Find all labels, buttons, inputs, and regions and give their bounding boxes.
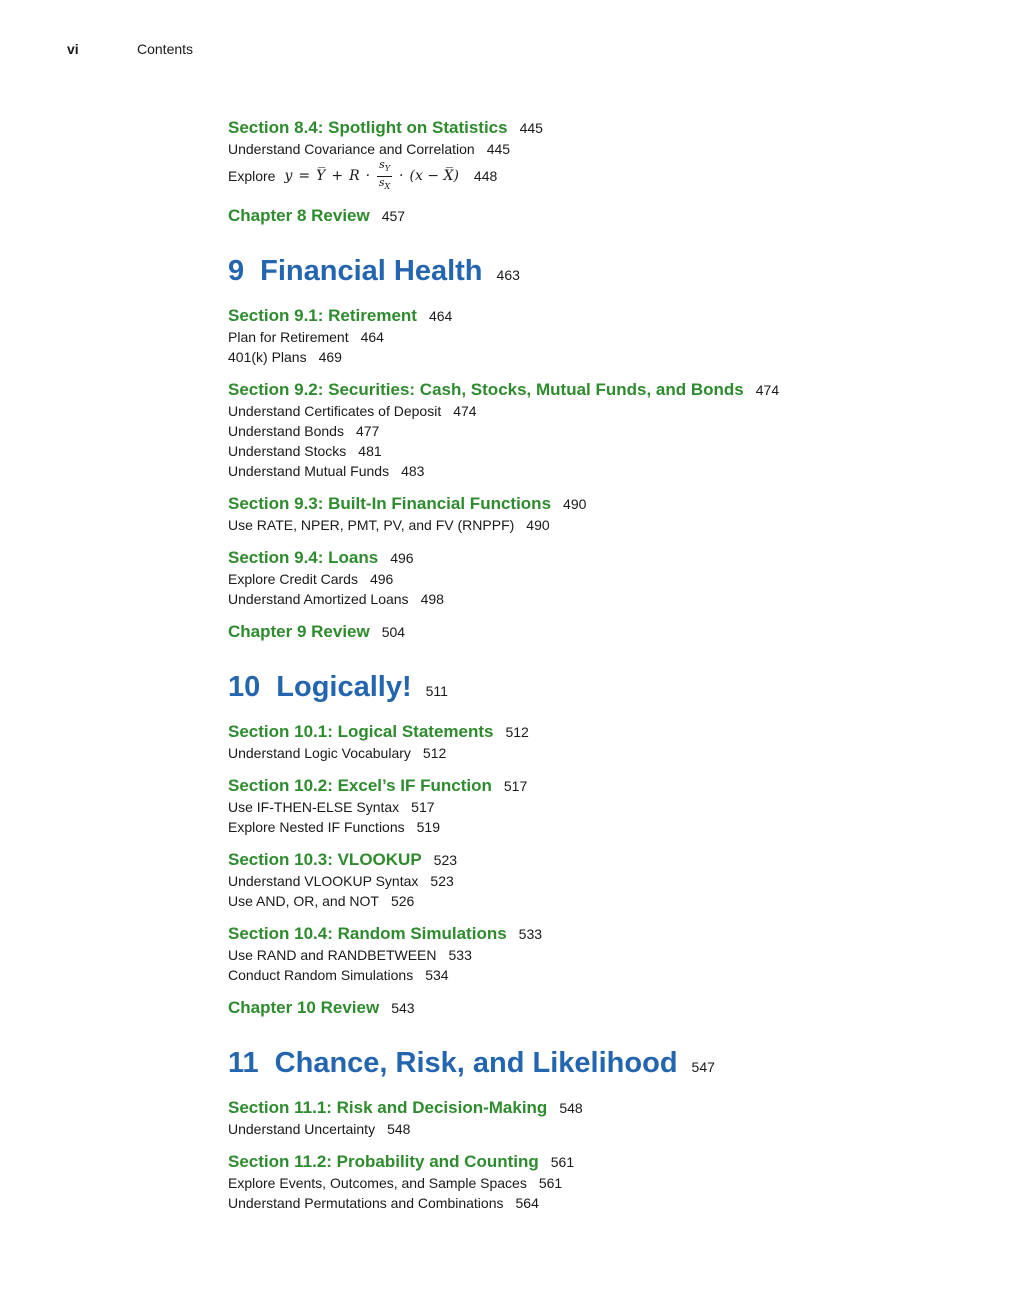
toc-item[interactable] <box>228 441 988 461</box>
page-number: 512 <box>422 745 447 761</box>
section-heading[interactable] <box>228 379 988 401</box>
page-number: 496 <box>390 550 414 566</box>
section-title: Chapter 8 Review <box>228 206 370 225</box>
formula-ybar: Y̅ <box>316 168 326 184</box>
section-heading[interactable] <box>228 117 988 139</box>
toc-item[interactable] <box>228 945 988 965</box>
toc-item[interactable] <box>228 589 988 609</box>
formula-plus: + <box>331 168 344 184</box>
section-title: Section 10.4: Random Simulations <box>228 924 507 943</box>
section-title: Chapter 9 Review <box>228 622 370 641</box>
toc-item[interactable] <box>228 797 988 817</box>
page-number: 463 <box>496 267 520 283</box>
formula-fraction <box>377 159 392 192</box>
page-number: 481 <box>358 443 382 459</box>
toc-item[interactable] <box>228 871 988 891</box>
page-number: 464 <box>428 308 453 324</box>
page-number: 490 <box>526 517 550 533</box>
page-number: 477 <box>355 423 380 439</box>
section-heading[interactable] <box>228 775 988 797</box>
section-title: Section 9.1: Retirement <box>228 306 417 325</box>
item-title: Understand Stocks <box>228 443 347 459</box>
toc-item[interactable] <box>228 817 988 837</box>
section-title: Section 11.1: Risk and Decision-Making <box>228 1098 548 1117</box>
page-number: 469 <box>318 349 342 365</box>
toc-item[interactable] <box>228 139 988 159</box>
page-number: 511 <box>425 683 448 699</box>
item-title: Understand Mutual Funds <box>228 463 390 479</box>
item-title: Use AND, OR, and NOT <box>228 893 379 909</box>
section-title: Section 8.4: Spotlight on Statistics <box>228 118 508 137</box>
item-title: Explore Nested IF Functions <box>228 819 405 835</box>
toc-item[interactable] <box>228 743 988 763</box>
item-title: Use RATE, NPER, PMT, PV, and FV (RNPPF) <box>228 517 515 533</box>
page-number: 523 <box>430 873 454 889</box>
page-number: 445 <box>486 141 511 157</box>
page-number: 490 <box>563 496 587 512</box>
section-title: Section 10.1: Logical Statements <box>228 722 494 741</box>
toc-item[interactable] <box>228 327 988 347</box>
toc-item[interactable] <box>228 1119 988 1139</box>
page-number: 564 <box>515 1195 539 1211</box>
fraction-denominator <box>379 177 390 193</box>
page-number: 533 <box>518 926 543 942</box>
toc-item-formula[interactable] <box>228 159 988 193</box>
chapter-heading[interactable] <box>228 253 988 293</box>
page-number: 533 <box>448 947 472 963</box>
numerator-s: s <box>379 158 385 172</box>
page-number: 523 <box>433 852 458 868</box>
chapter-title: Chance, Risk, and Likelihood <box>274 1047 678 1079</box>
formula-dot: · <box>365 168 371 184</box>
chapter-title: Logically! <box>276 671 412 703</box>
formula-y: y <box>284 168 293 184</box>
section-heading[interactable] <box>228 1151 988 1173</box>
toc-item[interactable] <box>228 515 988 535</box>
page-number: 512 <box>505 724 529 740</box>
denominator-subscript: X <box>384 181 391 191</box>
item-title: Understand Uncertainty <box>228 1121 376 1137</box>
item-title: Understand Amortized Loans <box>228 591 409 607</box>
numerator-subscript: Y <box>384 164 391 174</box>
running-head <box>67 41 193 57</box>
page-number: 474 <box>755 382 780 398</box>
page-number: 496 <box>369 571 394 587</box>
denominator-s: s <box>378 175 385 189</box>
page-number: 504 <box>381 624 406 640</box>
item-title: Use IF-THEN-ELSE Syntax <box>228 799 400 815</box>
item-title: Understand Permutations and Combinations <box>228 1195 504 1211</box>
toc-item[interactable] <box>228 1193 988 1213</box>
page-number: 561 <box>550 1154 575 1170</box>
section-heading[interactable] <box>228 923 988 945</box>
page-number: 457 <box>381 208 406 224</box>
page-number: 519 <box>416 819 440 835</box>
page-number: 474 <box>453 403 477 419</box>
page-number: 561 <box>538 1175 563 1191</box>
section-heading[interactable] <box>228 721 988 743</box>
section-title: Section 10.3: VLOOKUP <box>228 850 422 869</box>
section-title: Chapter 10 Review <box>228 998 380 1017</box>
table-of-contents <box>228 113 988 1213</box>
formula-dot: · <box>399 168 404 184</box>
section-heading[interactable] <box>228 849 988 871</box>
fraction-numerator <box>377 159 392 176</box>
page-number: 464 <box>360 329 384 345</box>
page-number: 543 <box>391 1000 415 1016</box>
page-number: 534 <box>425 967 449 983</box>
item-title: Use RAND and RANDBETWEEN <box>228 947 437 963</box>
item-title: Conduct Random Simulations <box>228 967 414 983</box>
regression-formula <box>281 159 461 192</box>
section-heading[interactable] <box>228 1097 988 1119</box>
chapter-title: Financial Health <box>260 255 483 287</box>
section-heading[interactable] <box>228 205 988 227</box>
item-title: Understand Bonds <box>228 423 344 439</box>
page-number: 548 <box>559 1100 583 1116</box>
page-number: 445 <box>519 120 543 136</box>
item-title: Understand Covariance and Correlation <box>228 141 475 157</box>
chapter-heading[interactable] <box>228 1045 988 1085</box>
toc-item[interactable] <box>228 569 988 589</box>
formula-paren: (x − X̅) <box>409 168 459 184</box>
page-folio: vi <box>67 41 79 57</box>
toc-item[interactable] <box>228 891 988 911</box>
section-heading[interactable] <box>228 997 988 1019</box>
section-heading[interactable] <box>228 621 988 643</box>
item-title: Understand Logic Vocabulary <box>228 745 411 761</box>
item-title: Explore Events, Outcomes, and Sample Spaces <box>228 1175 527 1191</box>
page-number: 517 <box>411 799 435 815</box>
toc-item[interactable] <box>228 347 988 367</box>
section-heading[interactable] <box>228 493 988 515</box>
page-number: 548 <box>387 1121 411 1137</box>
section-title: Section 9.2: Securities: Cash, Stocks, Mutual Funds, and Bonds <box>228 380 744 399</box>
page-number: 498 <box>420 591 444 607</box>
section-title: Section 10.2: Excel’s IF Function <box>228 776 492 795</box>
page-number: 517 <box>503 778 528 794</box>
section-title: Section 9.4: Loans <box>228 548 379 567</box>
item-title: Explore Credit Cards <box>228 571 358 587</box>
page-number: 448 <box>473 168 498 184</box>
section-title: Section 11.2: Probability and Counting <box>228 1152 539 1171</box>
toc-item[interactable] <box>228 461 988 481</box>
chapter-heading[interactable] <box>228 669 988 709</box>
item-title: Understand Certificates of Deposit <box>228 403 442 419</box>
running-head-title: Contents <box>137 41 194 57</box>
item-prefix: Explore <box>228 168 276 184</box>
toc-item[interactable] <box>228 421 988 441</box>
toc-item[interactable] <box>228 401 988 421</box>
formula-equals: = <box>298 168 311 184</box>
section-title: Section 9.3: Built-In Financial Functions <box>228 494 552 513</box>
formula-r: R <box>349 168 360 184</box>
chapter-number: 11 <box>228 1047 259 1079</box>
item-title: Plan for Retirement <box>228 329 349 345</box>
chapter-number: 10 <box>228 671 261 703</box>
chapter-number: 9 <box>228 255 245 287</box>
item-title: Understand VLOOKUP Syntax <box>228 873 419 889</box>
section-heading[interactable] <box>228 305 988 327</box>
item-title: 401(k) Plans <box>228 349 307 365</box>
toc-item[interactable] <box>228 965 988 985</box>
page-number: 526 <box>390 893 415 909</box>
toc-item[interactable] <box>228 1173 988 1193</box>
section-heading[interactable] <box>228 547 988 569</box>
page-number: 483 <box>401 463 425 479</box>
page-number: 547 <box>691 1059 715 1075</box>
